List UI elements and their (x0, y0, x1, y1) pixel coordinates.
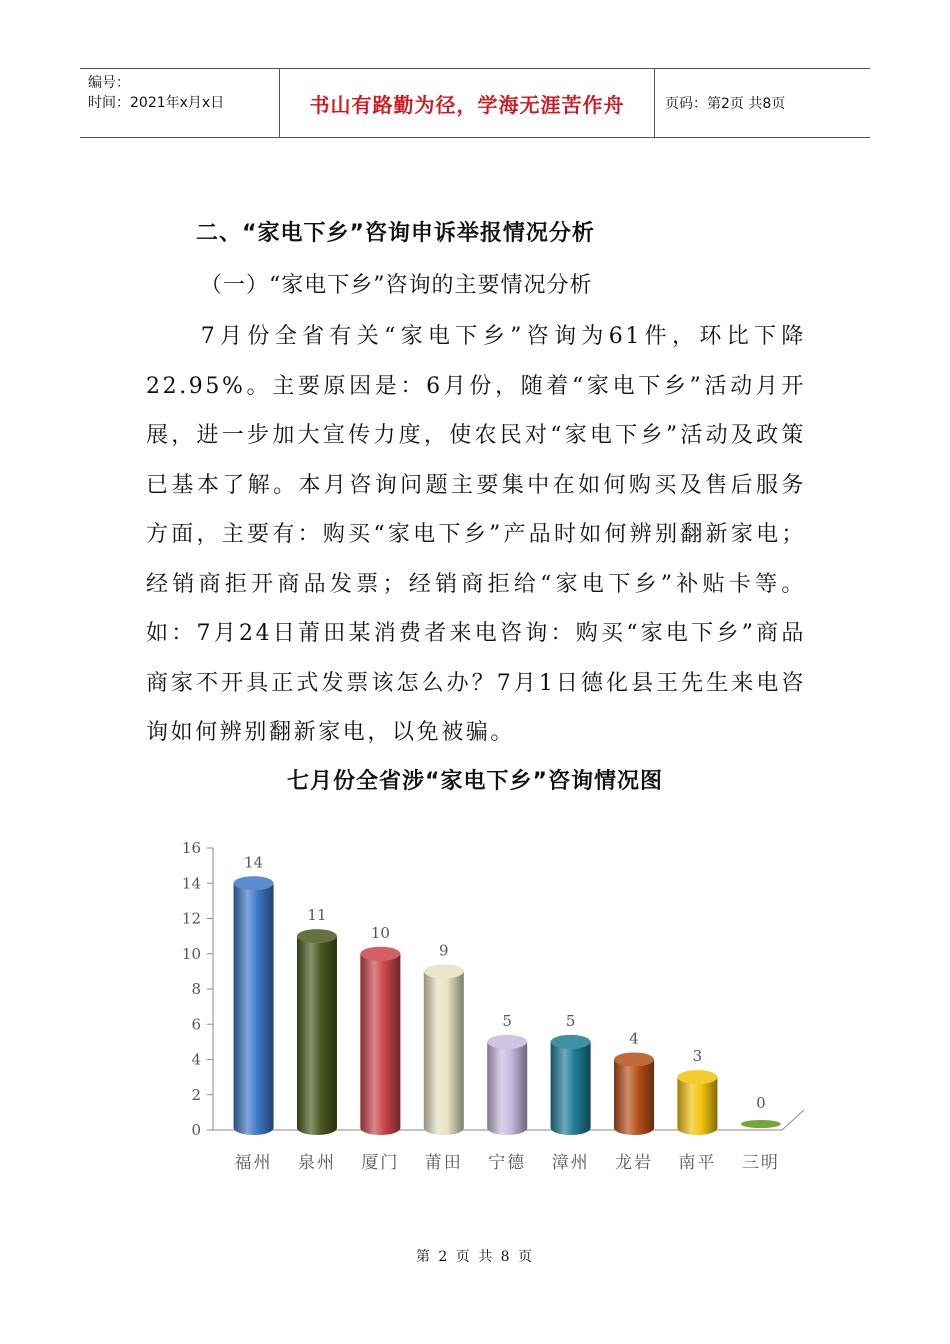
subsection-heading: （一）“家电下乡”咨询的主要情况分析 (200, 273, 593, 298)
bar-厦门 (360, 954, 400, 1135)
header-meta (80, 69, 280, 137)
x-category-label: 福州 (234, 1153, 273, 1173)
data-label: 9 (439, 941, 449, 960)
header-page-label: 页码：第2页 共8页 (665, 96, 786, 112)
bar-top-漳州 (551, 1035, 591, 1049)
bar-南平 (677, 1077, 717, 1135)
page-header (80, 68, 870, 138)
y-tick-label: 14 (181, 874, 201, 893)
bar-龙岩 (614, 1060, 654, 1136)
x-category-label: 三明 (741, 1153, 780, 1173)
y-tick-label: 10 (181, 944, 201, 963)
data-label: 14 (244, 853, 264, 872)
consultation-bar-chart (0, 820, 950, 1200)
document-time-label: 时间：2021年x月x日 (88, 95, 225, 111)
bar-top-泉州 (297, 929, 337, 943)
bar-top-宁德 (487, 1035, 527, 1049)
x-category-label: 泉州 (297, 1153, 336, 1173)
y-tick-label: 2 (191, 1085, 201, 1104)
bar-莆田 (424, 971, 464, 1135)
x-category-label: 厦门 (361, 1153, 400, 1173)
bar-福州 (234, 883, 274, 1135)
chart-title: 七月份全省涉“家电下乡”咨询情况图 (287, 769, 663, 794)
section-heading: 二、“家电下乡”咨询申诉举报情况分析 (196, 221, 595, 246)
y-tick-label: 0 (191, 1121, 201, 1139)
data-label: 10 (370, 923, 390, 942)
x-category-label: 漳州 (551, 1153, 590, 1173)
data-label: 11 (307, 906, 327, 925)
y-tick-label: 12 (181, 909, 201, 928)
x-category-label: 宁德 (488, 1153, 527, 1173)
bar-top-三明 (741, 1120, 781, 1128)
bar-top-厦门 (360, 947, 400, 961)
data-label: 5 (502, 1011, 512, 1030)
y-tick-label: 4 (191, 1050, 201, 1069)
data-label: 0 (756, 1094, 766, 1112)
x-category-label: 龙岩 (615, 1153, 654, 1173)
header-motto: 书山有路勤为径，学海无涯苦作舟 (280, 69, 655, 137)
bar-top-福州 (234, 876, 274, 890)
y-tick-label: 6 (191, 1015, 201, 1034)
document-number-label: 编号： (88, 75, 130, 91)
bar-泉州 (297, 936, 337, 1135)
bar-宁德 (487, 1042, 527, 1135)
y-tick-label: 8 (191, 980, 201, 998)
data-label: 4 (629, 1029, 639, 1048)
bar-漳州 (551, 1042, 591, 1135)
data-label: 5 (565, 1011, 576, 1030)
x-category-label: 莆田 (424, 1153, 463, 1173)
x-category-label: 南平 (678, 1153, 717, 1173)
bar-top-南平 (677, 1070, 717, 1084)
bar-top-莆田 (424, 964, 464, 978)
bar-top-龙岩 (614, 1053, 654, 1067)
data-label: 3 (692, 1047, 703, 1066)
y-tick-label: 16 (181, 839, 201, 857)
page-footer: 第 2 页 共 8 页 (415, 1249, 535, 1265)
body-paragraph: 7月份全省有关“家电下乡”咨询为61件，环比下降22.95%。主要原因是：6月份，随着“家电下乡”活动月开展，进一步加大宣传力度，使农民对“家电下乡”活动及政策已基本了解。本月咨询问题主要集中在如何购买及售后服务方面，主要有：购买“家电下乡”产品时如何辨别翻新家电；经销商拒开商品发票；经销商拒给“家电下乡”补贴卡等。如：7月24日莆田某消费者来电咨询：购买“家电下乡”商品商家不开具正式发票该怎么办？7月1日德化县王先生来电咨询如何辨别翻新家电，以免被骗。 (146, 324, 806, 745)
